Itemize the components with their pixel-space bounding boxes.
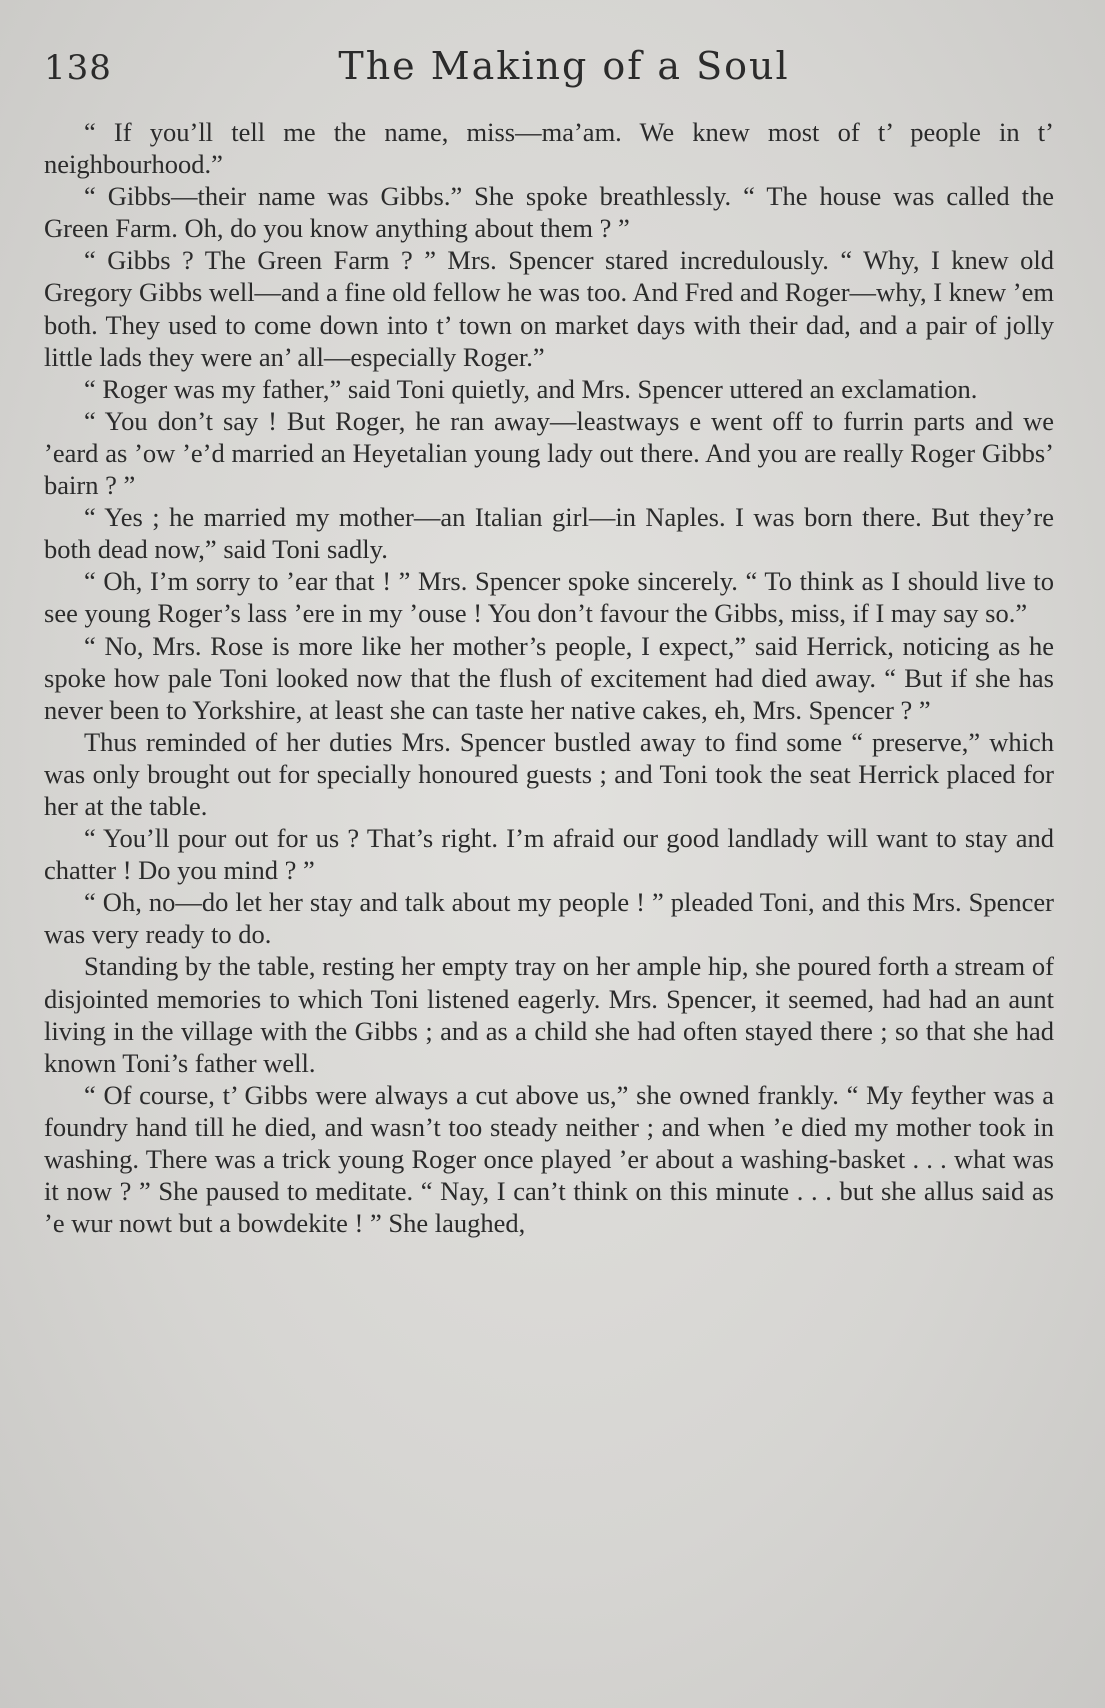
page-number: 138 (44, 48, 112, 88)
paragraph: “ Of course, t’ Gibbs were always a cut above us,” she owned frankly. “ My feyther was a foundry hand till he died, and wasn’t too steady neither ; and when ’e died my mother took in washing. There was a trick young Roger once played ’er about a washing-basket . . . what was it now ? ” She paused to meditate. “ Nay, I can’t think on this minute . . . but she allus said as ’e wur nowt but a bowdekite ! ” She laughed, (44, 1079, 1054, 1239)
paragraph: “ If you’ll tell me the name, miss—ma’am. We knew most of t’ people in t’ neighbourhood.” (44, 117, 1054, 180)
paragraph: “ Roger was my father,” said Toni quietly, and Mrs. Spencer uttered an exclamation. (84, 373, 978, 404)
paragraph: “ Oh, no—do let her stay and talk about my people ! ” pleaded Toni, and this Mrs. Spencer was very ready to do. (44, 887, 1054, 950)
paragraph: “ You’ll pour out for us ? That’s right. I’m afraid our good landlady will want to stay and chatter ! Do you mind ? ” (44, 823, 1054, 886)
paragraph: “ No, Mrs. Rose is more like her mother’s people, I expect,” said Herrick, noticing as he spoke how pale Toni looked now that the flush of excitement had died away. “ But if she has never been to Yorkshire, at least she can taste her native cakes, eh, Mrs. Spencer ? ” (44, 630, 1054, 725)
running-title: The Making of a Soul (338, 44, 790, 88)
body-text (44, 116, 1054, 1239)
paragraph: “ Gibbs—their name was Gibbs.” She spoke breathlessly. “ The house was called the Green Farm. Oh, do you know anything about them ? ” (44, 181, 1054, 244)
paragraph: Thus reminded of her duties Mrs. Spencer bustled away to find some “ preserve,” which was only brought out for specially honoured guests ; and Toni took the seat Herrick placed for her at the table. (44, 726, 1054, 821)
paragraph: “ Oh, I’m sorry to ’ear that ! ” Mrs. Spencer spoke sincerely. “ To think as I should live to see young Roger’s lass ’ere in my ’ouse ! You don’t favour the Gibbs, miss, if I may say so.” (44, 566, 1054, 629)
paragraph: “ You don’t say ! But Roger, he ran away—leastways e went off to furrin parts and we ’eard as ’ow ’e’d married an Heyetalian young lady out there. And you are really Roger Gibbs’ bairn ? ” (44, 405, 1054, 501)
paragraph: “ Yes ; he married my mother—an Italian girl—in Naples. I was born there. But they’re both dead now,” said Toni sadly. (44, 502, 1054, 565)
page-header (44, 44, 1054, 104)
paragraph: Standing by the table, resting her empty tray on her ample hip, she poured forth a stream of disjointed memories to which Toni listened eagerly. Mrs. Spencer, it seemed, had had an aunt living in the village with the Gibbs ; and as a child she had often stayed there ; so that she had known Toni’s father well. (44, 951, 1054, 1078)
paragraph: “ Gibbs ? The Green Farm ? ” Mrs. Spencer stared incredulously. “ Why, I knew old Gregory Gibbs well—and a fine old fellow he was too. And Fred and Roger—why, I knew ’em both. They used to come down into t’ town on market days with their dad, and a pair of jolly little lads they were an’ all—especially Roger.” (44, 245, 1054, 372)
